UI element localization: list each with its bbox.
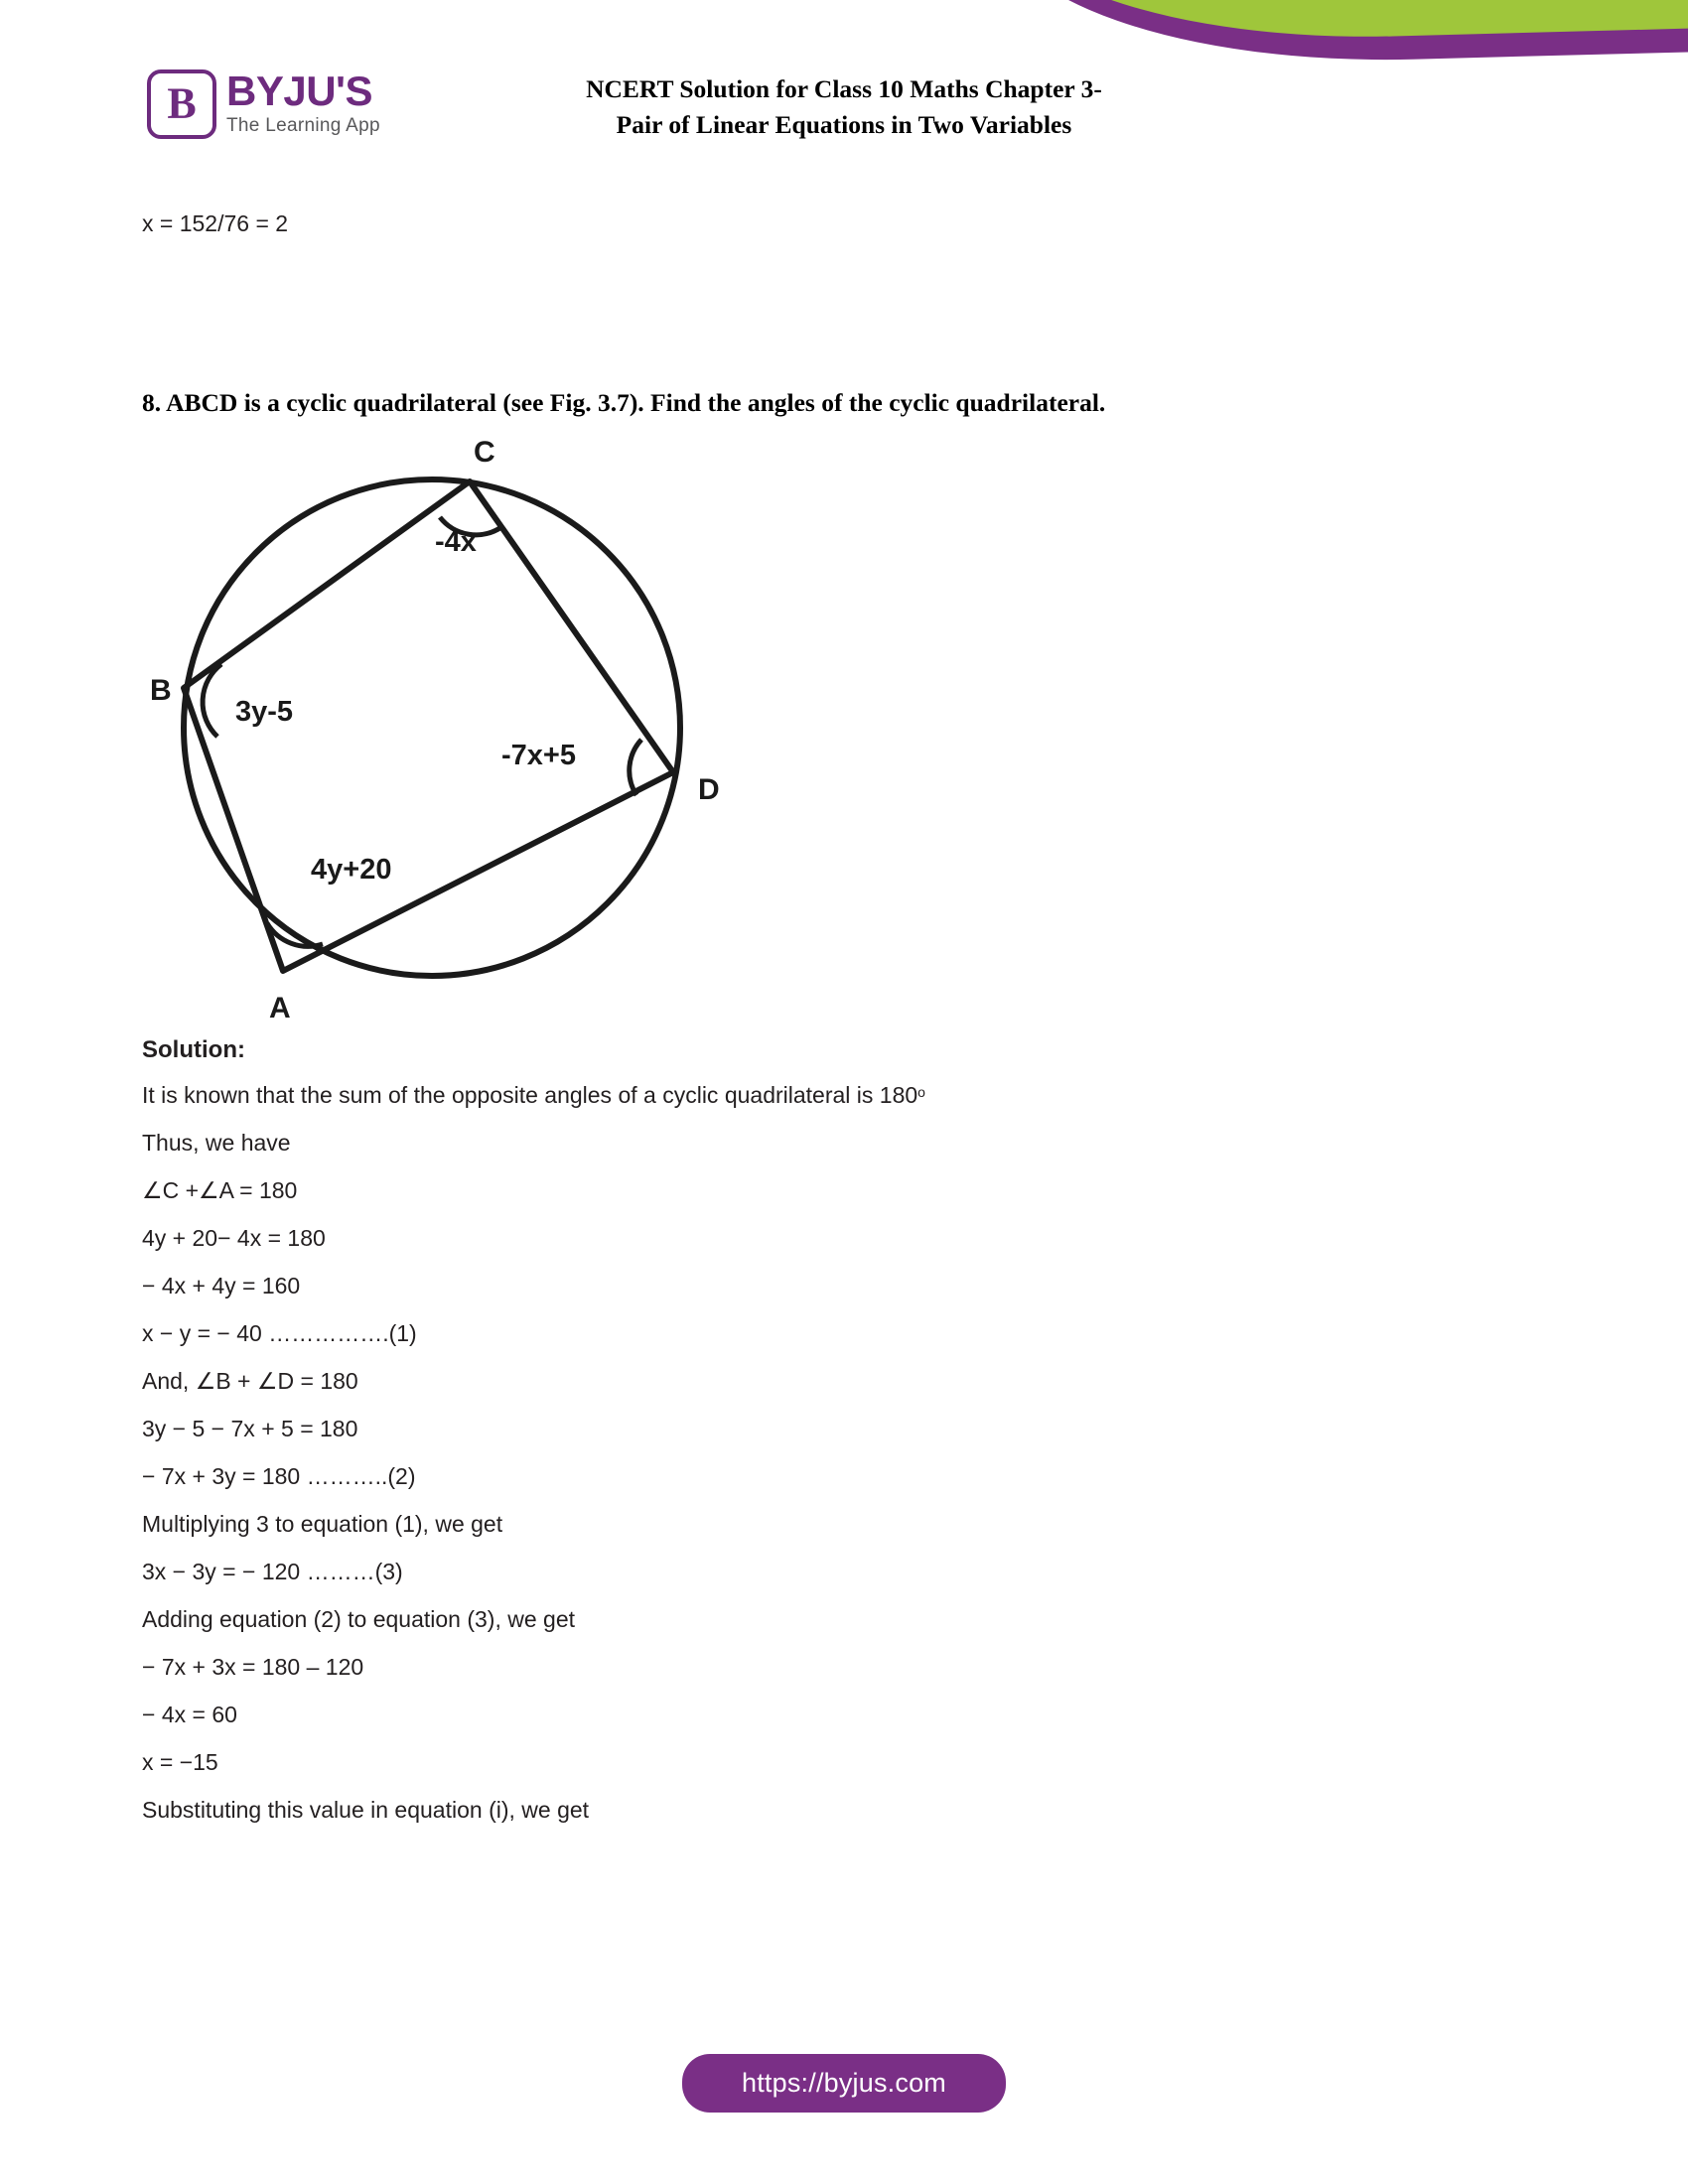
solution-line-13: − 4x = 60: [142, 1702, 237, 1728]
solution-line-9: Multiplying 3 to equation (1), we get: [142, 1511, 503, 1538]
vertex-label-c: C: [474, 440, 495, 470]
page-title: [0, 68, 1688, 143]
green-ribbon: [990, 0, 1688, 47]
page-footer: [0, 2054, 1688, 2113]
top-equation-line: x = 152/76 = 2: [142, 210, 289, 236]
page-header: [0, 58, 1688, 177]
solution-line-10: 3x − 3y = − 120 ………(3): [142, 1559, 403, 1585]
brand-name: BYJU'S: [226, 68, 373, 114]
solution-line-0-text: It is known that the sum of the opposite angles of a cyclic quadrilateral is 180: [142, 1082, 918, 1109]
vertex-label-d: D: [698, 773, 720, 807]
angle-label-a: 4y+20: [311, 854, 392, 887]
solution-line-8: − 7x + 3y = 180 ………..(2): [142, 1463, 416, 1490]
angle-label-c: -4x: [435, 526, 477, 559]
solution-line-11: Adding equation (2) to equation (3), we get: [142, 1606, 576, 1633]
vertex-label-b: B: [150, 674, 172, 708]
solution-line-3: 4y + 20− 4x = 180: [142, 1225, 326, 1252]
cyclic-quadrilateral-figure: [132, 440, 1552, 1030]
angle-label-d: -7x+5: [501, 740, 576, 772]
solution-line-15: Substituting this value in equation (i), we get: [142, 1797, 590, 1824]
solution-line-12: − 7x + 3x = 180 – 120: [142, 1654, 364, 1681]
page-title-line1: NCERT Solution for Class 10 Maths Chapter 3-: [586, 74, 1102, 103]
question-text: 8. ABCD is a cyclic quadrilateral (see Fig. 3.7). Find the angles of the cyclic quadrilateral.: [142, 388, 1106, 418]
degree-symbol: o: [917, 1084, 925, 1101]
solution-line-2: ∠C +∠A = 180: [142, 1177, 298, 1204]
page-title-line2: Pair of Linear Equations in Two Variables: [616, 110, 1072, 140]
brand-tagline: The Learning App: [226, 115, 380, 137]
solution-line-4: − 4x + 4y = 160: [142, 1273, 301, 1299]
page-content: [142, 208, 1552, 1824]
solution-line-6: And, ∠B + ∠D = 180: [142, 1368, 358, 1395]
spacer: [142, 239, 1552, 388]
solution-line-5: x − y = − 40 …………….(1): [142, 1320, 417, 1347]
solution-line-1: Thus, we have: [142, 1130, 291, 1157]
angle-label-b: 3y-5: [235, 696, 294, 729]
solution-line-0: [142, 1082, 1552, 1109]
footer-url-link[interactable]: https://byjus.com: [682, 2054, 1006, 2113]
solution-line-14: x = −15: [142, 1749, 218, 1776]
solution-line-7: 3y − 5 − 7x + 5 = 180: [142, 1416, 358, 1442]
logo-letter: B: [167, 78, 197, 128]
solution-heading: Solution:: [142, 1036, 245, 1064]
vertex-label-a: A: [269, 992, 291, 1025]
